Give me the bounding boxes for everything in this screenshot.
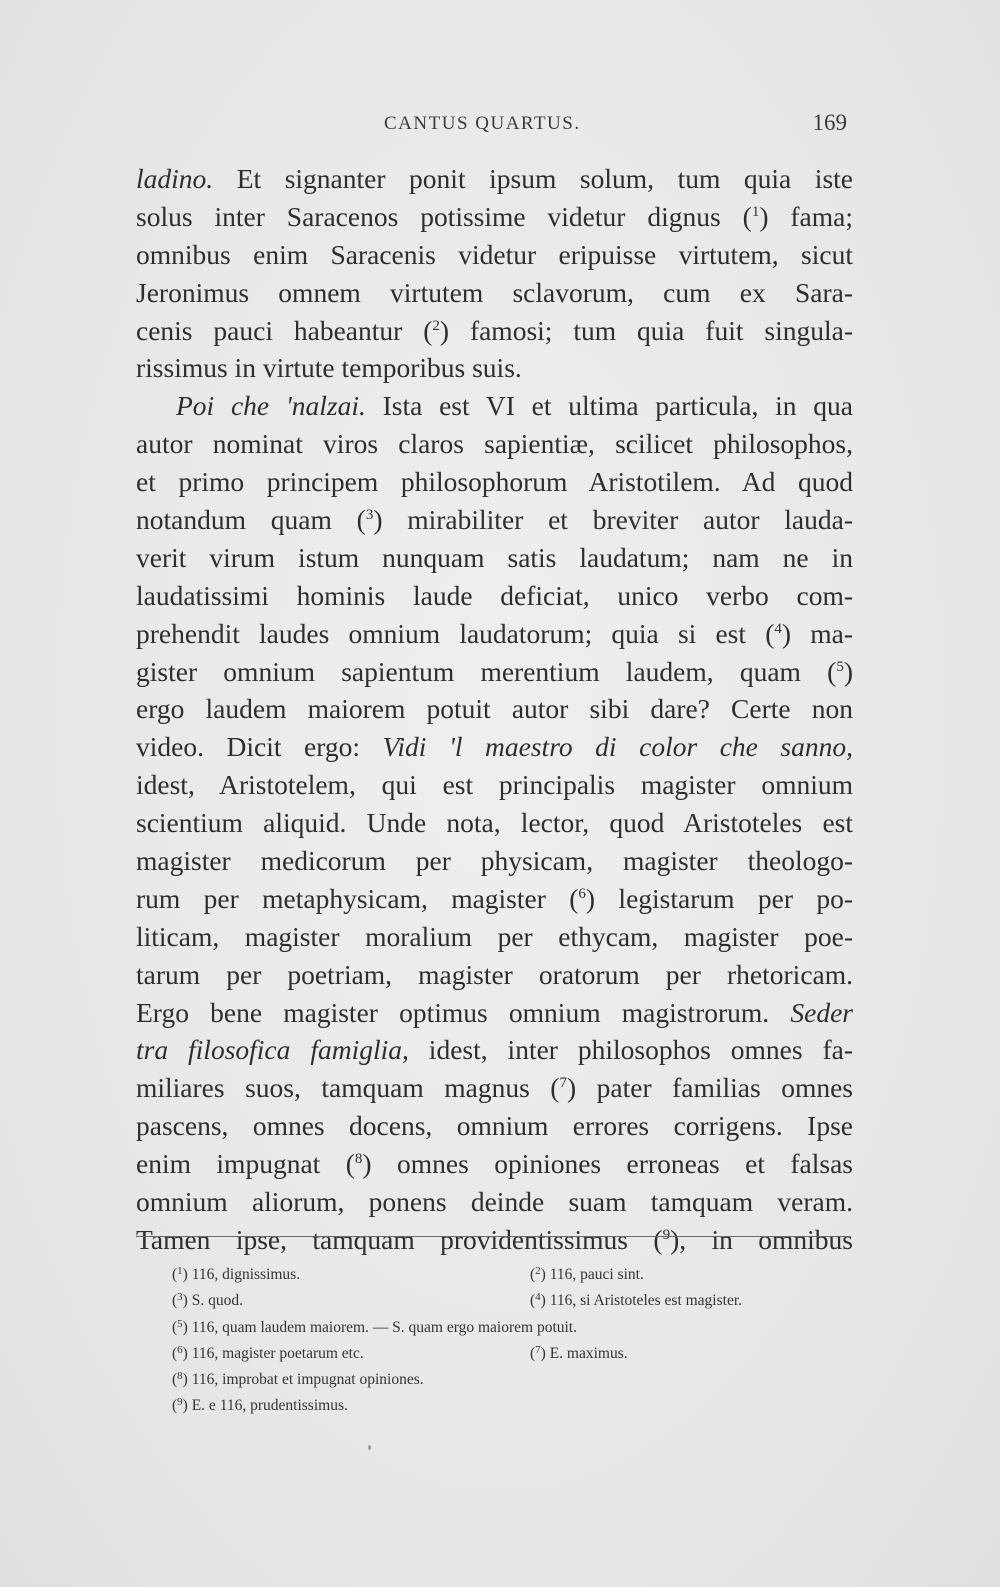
text-segment: pascens, omnes docens, omnium errores corrigens. Ipse bbox=[136, 1110, 853, 1142]
text-line bbox=[136, 994, 853, 1032]
text-segment: gister omnium sapientum merentium laudem, quam bbox=[136, 655, 828, 687]
footnote-paren: ( bbox=[172, 1397, 178, 1415]
text-segment: ) pater familias omnes bbox=[566, 1072, 854, 1104]
text-segment: ) fama; bbox=[759, 200, 853, 232]
text-line bbox=[136, 653, 853, 691]
footnote-marker: 2 bbox=[535, 1265, 541, 1277]
footnote-paren: ( bbox=[172, 1344, 178, 1362]
text-segment: ), in omnibus bbox=[670, 1223, 854, 1255]
text-segment: ( bbox=[569, 882, 579, 914]
footnote-text: 116, improbat et impugnat opiniones. bbox=[187, 1371, 424, 1389]
text-line bbox=[136, 312, 853, 350]
text-segment: Tamen ipse, tamquam providentissimus bbox=[136, 1223, 654, 1255]
footnote-paren: ) bbox=[540, 1344, 546, 1362]
footnote-text: E. maximus. bbox=[545, 1344, 628, 1362]
text-segment: Ista est VI et ultima particula, in qua bbox=[365, 390, 853, 422]
footnote-reference: 2 bbox=[432, 317, 440, 334]
footnotes bbox=[172, 1262, 852, 1420]
footnote bbox=[172, 1262, 300, 1288]
italic-quotation: tra filosofica famiglia, bbox=[136, 1034, 409, 1066]
footnote-text: 116, magister poetarum etc. bbox=[187, 1344, 364, 1362]
text-segment: ( bbox=[765, 617, 775, 649]
text-line bbox=[136, 425, 853, 463]
text-line bbox=[136, 804, 853, 842]
text-segment: ergo laudem maiorem potuit autor sibi dare? Certe non bbox=[136, 693, 853, 725]
footnote-reference: 4 bbox=[774, 620, 782, 637]
text-line bbox=[136, 690, 853, 728]
page-speck bbox=[368, 1445, 371, 1450]
body-text bbox=[136, 160, 853, 1259]
footnote-row bbox=[172, 1393, 852, 1419]
text-line bbox=[136, 236, 853, 274]
footnote-row bbox=[172, 1367, 852, 1393]
text-line bbox=[136, 880, 853, 918]
footnote bbox=[172, 1341, 364, 1367]
text-segment: omnium aliorum, ponens deinde suam tamquam veram. bbox=[136, 1186, 853, 1218]
text-line bbox=[136, 956, 853, 994]
running-title: CANTUS QUARTUS. bbox=[384, 113, 581, 134]
footnote-reference: 9 bbox=[662, 1226, 671, 1243]
footnote-text: S. quod. bbox=[187, 1292, 243, 1310]
text-line bbox=[136, 160, 853, 198]
text-segment: ( bbox=[423, 314, 433, 346]
text-segment: idest, inter philosophos omnes fa- bbox=[408, 1034, 854, 1066]
text-line bbox=[136, 1069, 853, 1107]
text-segment: ( bbox=[345, 1148, 355, 1180]
footnote-paren: ) bbox=[540, 1292, 546, 1310]
footnote-reference: 1 bbox=[751, 203, 760, 220]
text-segment: enim impugnat bbox=[136, 1148, 346, 1180]
footnote-row bbox=[172, 1262, 852, 1288]
text-line bbox=[136, 1145, 853, 1183]
page-number: 169 bbox=[812, 110, 847, 135]
text-segment: ( bbox=[356, 504, 366, 536]
footnote-marker: 6 bbox=[177, 1343, 183, 1356]
italic-quotation: Vidi 'l maestro di color che sanno, bbox=[382, 731, 854, 763]
text-segment: notandum quam bbox=[136, 504, 357, 536]
text-segment: ) famosi; tum quia fuit singula- bbox=[439, 314, 853, 346]
text-segment: video. Dicit ergo: bbox=[136, 731, 383, 763]
footnote-paren: ( bbox=[172, 1266, 178, 1283]
footnote-paren: ) bbox=[182, 1292, 188, 1310]
text-segment: Et signanter ponit ipsum solum, tum quia iste bbox=[213, 163, 853, 194]
footnote-reference: 5 bbox=[836, 658, 844, 675]
footnote bbox=[530, 1262, 644, 1288]
footnote-row bbox=[172, 1315, 852, 1341]
text-line bbox=[136, 766, 853, 804]
text-segment: ) mirabiliter et breviter autor lauda- bbox=[373, 504, 853, 536]
footnote-reference: 3 bbox=[365, 507, 374, 524]
text-line bbox=[136, 1183, 853, 1221]
footnote bbox=[172, 1315, 577, 1341]
footnote-paren: ) bbox=[182, 1397, 188, 1415]
footnote-marker: 5 bbox=[177, 1317, 183, 1330]
footnote-reference: 6 bbox=[578, 885, 586, 902]
italic-quotation: Poi che 'nalzai. bbox=[176, 390, 366, 422]
text-segment: ) omnes opiniones erroneas et falsas bbox=[362, 1148, 853, 1180]
text-segment: solus inter Saracenos potissime videtur dignus bbox=[136, 200, 743, 232]
footnote-paren: ) bbox=[182, 1371, 188, 1389]
text-line bbox=[136, 842, 853, 880]
footnote-paren: ( bbox=[172, 1292, 178, 1310]
text-line bbox=[136, 1107, 853, 1145]
text-segment: scientium aliquid. Unde nota, lector, quod Aristoteles est bbox=[136, 807, 853, 839]
text-segment: ( bbox=[827, 655, 837, 687]
footnote bbox=[172, 1393, 348, 1419]
footnote bbox=[530, 1288, 742, 1314]
text-line bbox=[136, 198, 853, 236]
text-segment: Ergo bene magister optimus omnium magistrorum. bbox=[136, 996, 791, 1028]
footnote-paren: ) bbox=[182, 1344, 188, 1362]
text-segment: liticam, magister moralium per ethycam, magister poe- bbox=[136, 920, 853, 952]
footnote-text: 116, pauci sint. bbox=[545, 1266, 644, 1283]
text-line bbox=[136, 274, 853, 312]
footnote-marker: 9 bbox=[177, 1396, 183, 1409]
page-header bbox=[136, 110, 853, 143]
footnote-marker: 7 bbox=[535, 1343, 541, 1356]
text-segment: et primo principem philosophorum Aristotilem. Ad quod bbox=[136, 466, 853, 498]
footnote-paren: ) bbox=[540, 1266, 546, 1283]
italic-quotation: Seder bbox=[790, 996, 853, 1028]
text-segment: verit virum istum nunquam satis laudatum; nam ne in bbox=[136, 541, 853, 573]
text-line bbox=[136, 539, 853, 577]
text-segment: magister medicorum per physicam, magister theologo- bbox=[136, 845, 853, 877]
text-line bbox=[136, 501, 853, 539]
text-segment: rum per metaphysicam, magister bbox=[136, 882, 570, 914]
footnote-text: 116, si Aristoteles est magister. bbox=[545, 1292, 743, 1310]
footnote bbox=[530, 1341, 628, 1367]
footnote-text: 116, quam laudem maiorem. — S. quam ergo maiorem potuit. bbox=[187, 1318, 577, 1336]
text-segment: ( bbox=[653, 1223, 663, 1255]
text-line bbox=[136, 1221, 853, 1259]
text-segment: laudatissimi hominis laude deficiat, unico verbo com- bbox=[136, 579, 853, 611]
footnote-marker: 8 bbox=[177, 1370, 183, 1383]
text-line bbox=[136, 728, 853, 766]
footnote-text: E. e 116, prudentissimus. bbox=[187, 1397, 348, 1415]
footnote-row bbox=[172, 1288, 852, 1314]
footnote-paren: ( bbox=[172, 1318, 178, 1336]
text-segment: ( bbox=[742, 200, 752, 232]
footnote-paren: ( bbox=[530, 1344, 536, 1362]
footnote-marker: 1 bbox=[177, 1265, 183, 1277]
text-line bbox=[136, 1031, 853, 1069]
footnote bbox=[172, 1367, 424, 1393]
text-segment: miliares suos, tamquam magnus bbox=[136, 1072, 551, 1104]
text-segment: rissimus in virtute temporibus suis. bbox=[136, 352, 522, 384]
text-segment: ) bbox=[843, 655, 853, 687]
footnote-text: 116, dignissimus. bbox=[187, 1266, 301, 1283]
text-segment: Jeronimus omnem virtutem sclavorum, cum ex Sara- bbox=[136, 276, 853, 308]
italic-quotation: ladino. bbox=[136, 163, 214, 194]
text-line bbox=[136, 463, 853, 501]
text-segment: autor nominat viros claros sapientiæ, scilicet philosophos, bbox=[136, 428, 853, 460]
footnote-reference: 8 bbox=[354, 1151, 363, 1168]
footnote-paren: ( bbox=[172, 1371, 178, 1389]
text-segment: omnibus enim Saracenis videtur eripuisse virtutem, sicut bbox=[136, 238, 853, 270]
text-line bbox=[136, 918, 853, 956]
footnote-marker: 3 bbox=[177, 1291, 183, 1304]
footnote bbox=[172, 1288, 243, 1314]
footnote-rule bbox=[136, 1236, 851, 1237]
text-line bbox=[136, 615, 853, 653]
text-line bbox=[136, 387, 853, 425]
text-segment: cenis pauci habeantur bbox=[136, 314, 424, 346]
text-line bbox=[136, 349, 853, 387]
text-segment: ( bbox=[550, 1072, 560, 1104]
footnote-paren: ( bbox=[530, 1292, 536, 1310]
footnote-paren: ) bbox=[182, 1318, 188, 1336]
text-line bbox=[136, 577, 853, 615]
text-segment: tarum per poetriam, magister oratorum per rhetoricam. bbox=[136, 958, 853, 990]
footnote-marker: 4 bbox=[535, 1291, 541, 1304]
footnote-reference: 7 bbox=[559, 1075, 567, 1092]
text-segment: idest, Aristotelem, qui est principalis magister omnium bbox=[136, 769, 853, 801]
text-segment: ) legistarum per po- bbox=[585, 882, 853, 914]
footnote-paren: ) bbox=[182, 1266, 188, 1283]
footnote-row bbox=[172, 1341, 852, 1367]
footnote-paren: ( bbox=[530, 1266, 536, 1283]
text-segment: prehendit laudes omnium laudatorum; quia si est bbox=[136, 617, 766, 649]
text-segment: ) ma- bbox=[781, 617, 853, 649]
